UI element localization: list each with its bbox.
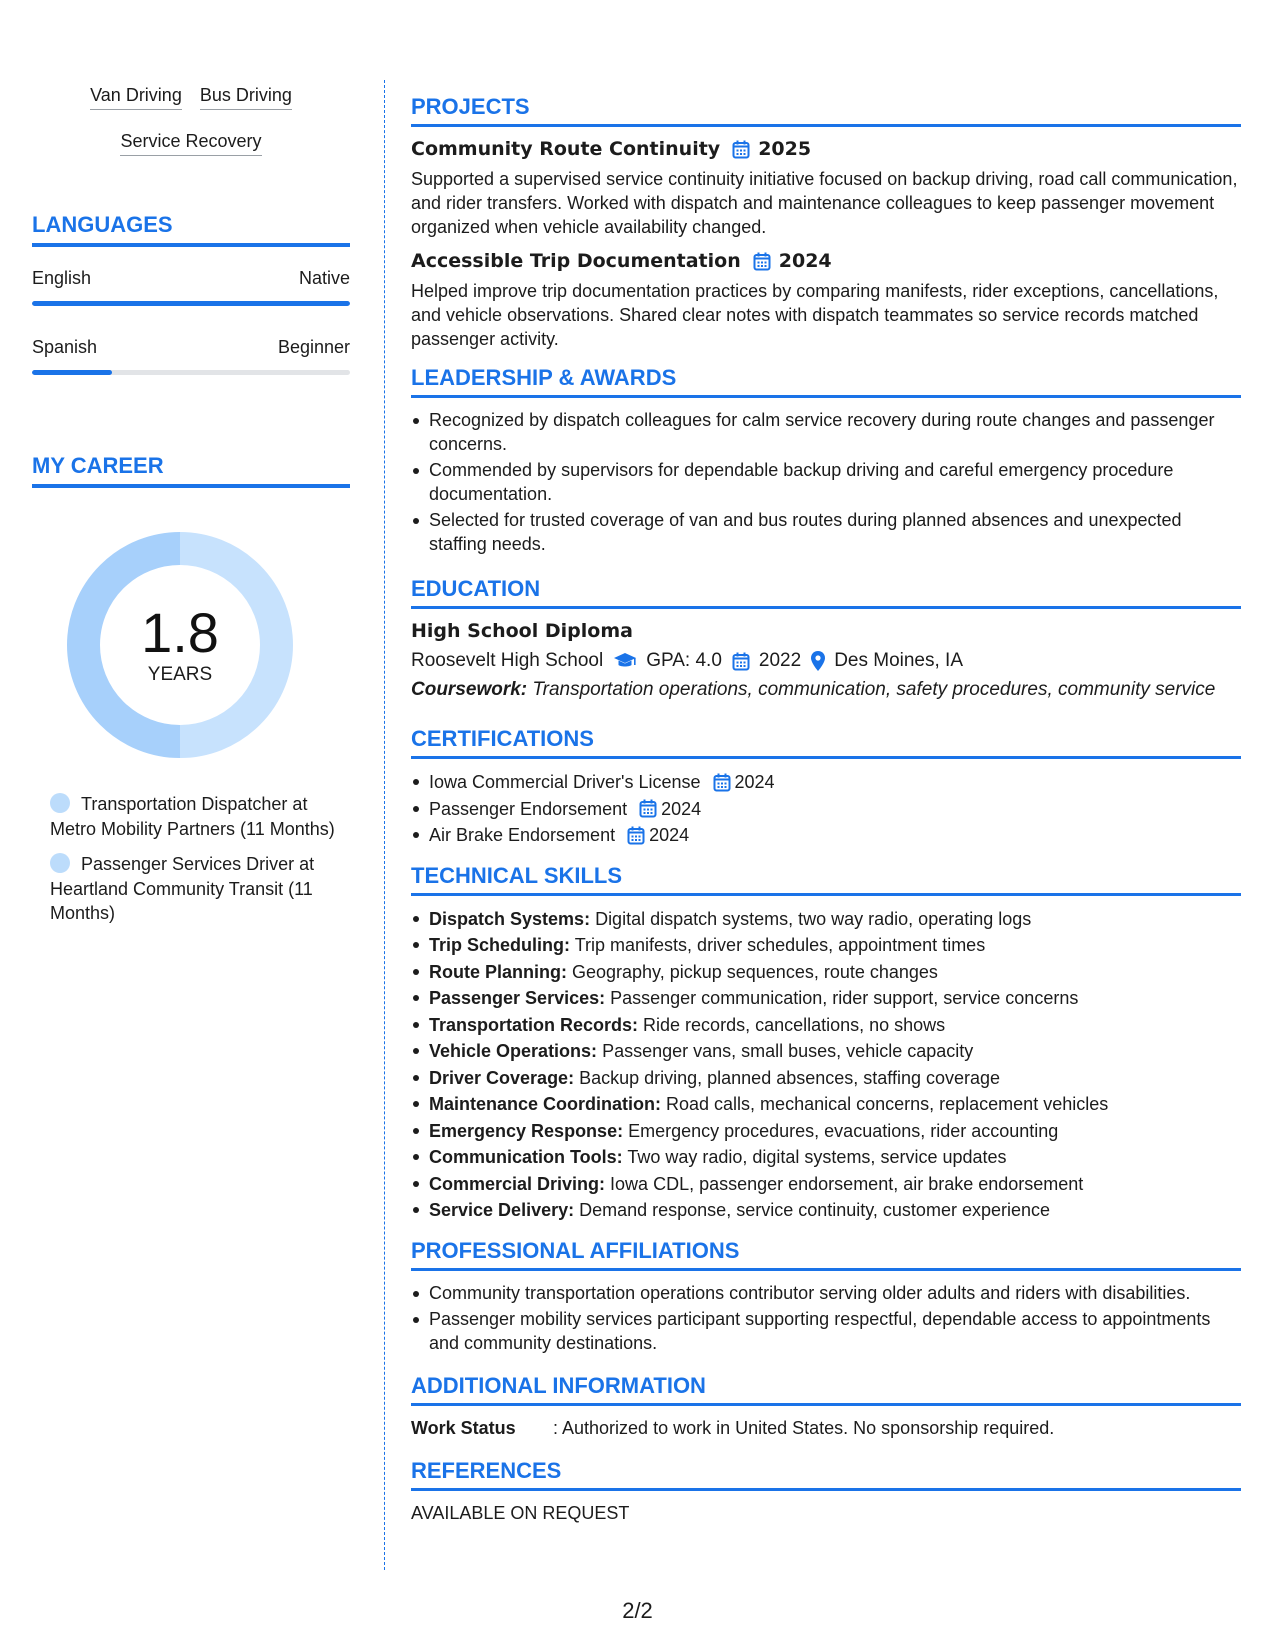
education-section bbox=[411, 576, 1241, 702]
project-year: 2024 bbox=[778, 250, 832, 272]
education-year: 2022 bbox=[758, 650, 802, 671]
projects-section bbox=[411, 94, 1241, 351]
project-item bbox=[411, 249, 1241, 351]
graduation-cap-icon bbox=[613, 652, 637, 670]
affiliations-section bbox=[411, 1238, 1241, 1355]
project-title: Accessible Trip Documentation bbox=[411, 250, 741, 272]
work-status-label: Work Status bbox=[411, 1417, 516, 1438]
career-dot-icon bbox=[50, 793, 70, 813]
location-pin-icon bbox=[811, 651, 825, 671]
language-proficiency-bar bbox=[32, 370, 350, 375]
career-dot-icon bbox=[50, 853, 70, 873]
technical-skills-heading: TECHNICAL SKILLS bbox=[411, 863, 1241, 896]
calendar-icon bbox=[732, 140, 750, 159]
skill-label: Commercial Driving: bbox=[429, 1173, 606, 1194]
certification-item bbox=[411, 769, 1241, 796]
project-description: Helped improve trip documentation practices by comparing manifests, rider exceptions, cancellations, and vehicle observations. Shared clear notes with dispatch teammates so service records matched passenger activity. bbox=[411, 281, 1219, 349]
education-school: Roosevelt High School bbox=[411, 650, 604, 671]
skill-value: Geography, pickup sequences, route changes bbox=[567, 961, 938, 982]
leadership-heading: LEADERSHIP & AWARDS bbox=[411, 365, 1241, 398]
career-total-unit: YEARS bbox=[147, 664, 213, 685]
career-list bbox=[32, 792, 350, 926]
additional-info-heading: ADDITIONAL INFORMATION bbox=[411, 1373, 1241, 1406]
career-total-value: 1.8 bbox=[141, 601, 219, 664]
certification-year: 2024 bbox=[734, 772, 775, 792]
skill-value: Emergency procedures, evacuations, rider accounting bbox=[623, 1120, 1059, 1141]
education-gpa: GPA: 4.0 bbox=[646, 650, 722, 671]
skill-value: Trip manifests, driver schedules, appointment times bbox=[570, 935, 986, 955]
skill-label: Vehicle Operations: bbox=[429, 1041, 598, 1061]
career-item-text: Transportation Dispatcher at Metro Mobility Partners (11 Months) bbox=[50, 794, 335, 839]
certification-name: Passenger Endorsement bbox=[429, 798, 628, 819]
skill-label: Maintenance Coordination: bbox=[429, 1094, 662, 1114]
career-heading: MY CAREER bbox=[32, 453, 350, 488]
calendar-icon bbox=[732, 652, 750, 671]
skill-item bbox=[411, 985, 1241, 1012]
skill-tags bbox=[32, 84, 350, 156]
skill-item bbox=[411, 932, 1241, 959]
work-status-value: : Authorized to work in United States. No sponsorship required. bbox=[553, 1417, 1055, 1438]
technical-skills-section bbox=[411, 863, 1241, 1224]
skill-label: Driver Coverage: bbox=[429, 1067, 575, 1088]
skill-value: Backup driving, planned absences, staffing coverage bbox=[574, 1067, 1001, 1088]
projects-heading: PROJECTS bbox=[411, 94, 1241, 127]
skill-label: Emergency Response: bbox=[429, 1120, 624, 1141]
skill-value: Iowa CDL, passenger endorsement, air brake endorsement bbox=[605, 1173, 1084, 1194]
coursework-label: Coursework: bbox=[411, 679, 528, 700]
certification-year: 2024 bbox=[661, 798, 702, 819]
main-column bbox=[411, 94, 1241, 1539]
skill-item bbox=[411, 1065, 1241, 1092]
language-level: Native bbox=[298, 268, 350, 288]
skill-value: Demand response, service continuity, customer experience bbox=[574, 1200, 1051, 1220]
certification-item bbox=[411, 822, 1241, 849]
career-item bbox=[50, 852, 350, 926]
list-item: Recognized by dispatch colleagues for calm service recovery during route changes and passenger concerns. bbox=[411, 408, 1241, 456]
skill-item bbox=[411, 1144, 1241, 1171]
list-item: Commended by supervisors for dependable backup driving and careful emergency procedure documentation. bbox=[411, 458, 1241, 506]
skill-value: Passenger vans, small buses, vehicle capacity bbox=[597, 1041, 974, 1061]
skill-label: Transportation Records: bbox=[429, 1014, 639, 1035]
list-item: Selected for trusted coverage of van and bus routes during planned absences and unexpected staffing needs. bbox=[411, 508, 1241, 556]
certification-item bbox=[411, 796, 1241, 823]
skill-label: Route Planning: bbox=[429, 961, 567, 982]
skill-value: Road calls, mechanical concerns, replacement vehicles bbox=[661, 1094, 1109, 1114]
language-item bbox=[32, 267, 350, 306]
sidebar bbox=[32, 84, 350, 937]
page-number: 2/2 bbox=[622, 1598, 653, 1623]
skill-label: Communication Tools: bbox=[429, 1147, 623, 1167]
skill-item bbox=[411, 1091, 1241, 1118]
references-text: AVAILABLE ON REQUEST bbox=[411, 1502, 630, 1523]
calendar-icon bbox=[627, 826, 645, 845]
references-heading: REFERENCES bbox=[411, 1458, 1241, 1491]
career-item bbox=[50, 792, 350, 841]
skill-label: Dispatch Systems: bbox=[429, 908, 591, 929]
skill-item bbox=[411, 1012, 1241, 1039]
skill-item bbox=[411, 1197, 1241, 1224]
references-section bbox=[411, 1458, 1241, 1525]
column-divider bbox=[384, 80, 385, 1570]
language-proficiency-fill bbox=[32, 370, 112, 375]
certification-name: Iowa Commercial Driver's License bbox=[429, 772, 701, 792]
certifications-heading: CERTIFICATIONS bbox=[411, 726, 1241, 759]
skill-item bbox=[411, 1038, 1241, 1065]
education-heading: EDUCATION bbox=[411, 576, 1241, 609]
language-proficiency-fill bbox=[32, 301, 350, 306]
career-item-text: Passenger Services Driver at Heartland Community Transit (11 Months) bbox=[50, 854, 315, 923]
certification-name: Air Brake Endorsement bbox=[429, 825, 616, 845]
project-title: Community Route Continuity bbox=[411, 138, 721, 160]
language-proficiency-bar bbox=[32, 301, 350, 306]
project-item bbox=[411, 137, 1241, 239]
skill-value: Digital dispatch systems, two way radio, operating logs bbox=[590, 908, 1032, 929]
language-name: Spanish bbox=[32, 337, 98, 357]
languages-section bbox=[32, 212, 350, 375]
education-location: Des Moines, IA bbox=[834, 650, 964, 671]
skill-tag: Bus Driving bbox=[200, 84, 292, 110]
list-item: Community transportation operations contributor serving older adults and riders with disabilities. bbox=[411, 1281, 1241, 1305]
certifications-section bbox=[411, 726, 1241, 849]
career-section bbox=[32, 453, 350, 926]
additional-info-section bbox=[411, 1373, 1241, 1440]
list-item: Passenger mobility services participant supporting respectful, dependable access to appointments and community destinations. bbox=[411, 1307, 1241, 1355]
calendar-icon bbox=[753, 252, 771, 271]
skill-label: Service Delivery: bbox=[429, 1200, 575, 1220]
skill-value: Ride records, cancellations, no shows bbox=[638, 1014, 946, 1035]
education-degree: High School Diploma bbox=[411, 620, 633, 642]
skill-label: Passenger Services: bbox=[429, 988, 606, 1008]
skill-tag: Van Driving bbox=[90, 84, 182, 110]
skill-value: Two way radio, digital systems, service updates bbox=[622, 1147, 1007, 1167]
leadership-section bbox=[411, 365, 1241, 556]
skill-value: Passenger communication, rider support, service concerns bbox=[605, 988, 1079, 1008]
project-description: Supported a supervised service continuity initiative focused on backup driving, road call communication, and rider transfers. Worked with dispatch and maintenance colleagues to keep passenger movement organized when vehicle availability changed. bbox=[411, 169, 1238, 237]
languages-heading: LANGUAGES bbox=[32, 212, 350, 247]
education-coursework bbox=[411, 678, 1241, 702]
language-item bbox=[32, 336, 350, 375]
calendar-icon bbox=[713, 773, 731, 792]
calendar-icon bbox=[639, 799, 657, 818]
language-name: English bbox=[32, 268, 92, 288]
affiliations-heading: PROFESSIONAL AFFILIATIONS bbox=[411, 1238, 1241, 1271]
skill-item bbox=[411, 959, 1241, 986]
project-year: 2025 bbox=[758, 138, 812, 160]
skill-item bbox=[411, 1118, 1241, 1145]
certification-year: 2024 bbox=[649, 825, 690, 845]
skill-tag: Service Recovery bbox=[120, 130, 261, 156]
career-donut-chart bbox=[67, 532, 293, 758]
skill-item bbox=[411, 906, 1241, 933]
coursework-text: Transportation operations, communication, safety procedures, community service bbox=[527, 679, 1216, 700]
language-level: Beginner bbox=[277, 337, 350, 357]
skill-item bbox=[411, 1171, 1241, 1198]
skill-label: Trip Scheduling: bbox=[429, 935, 571, 955]
